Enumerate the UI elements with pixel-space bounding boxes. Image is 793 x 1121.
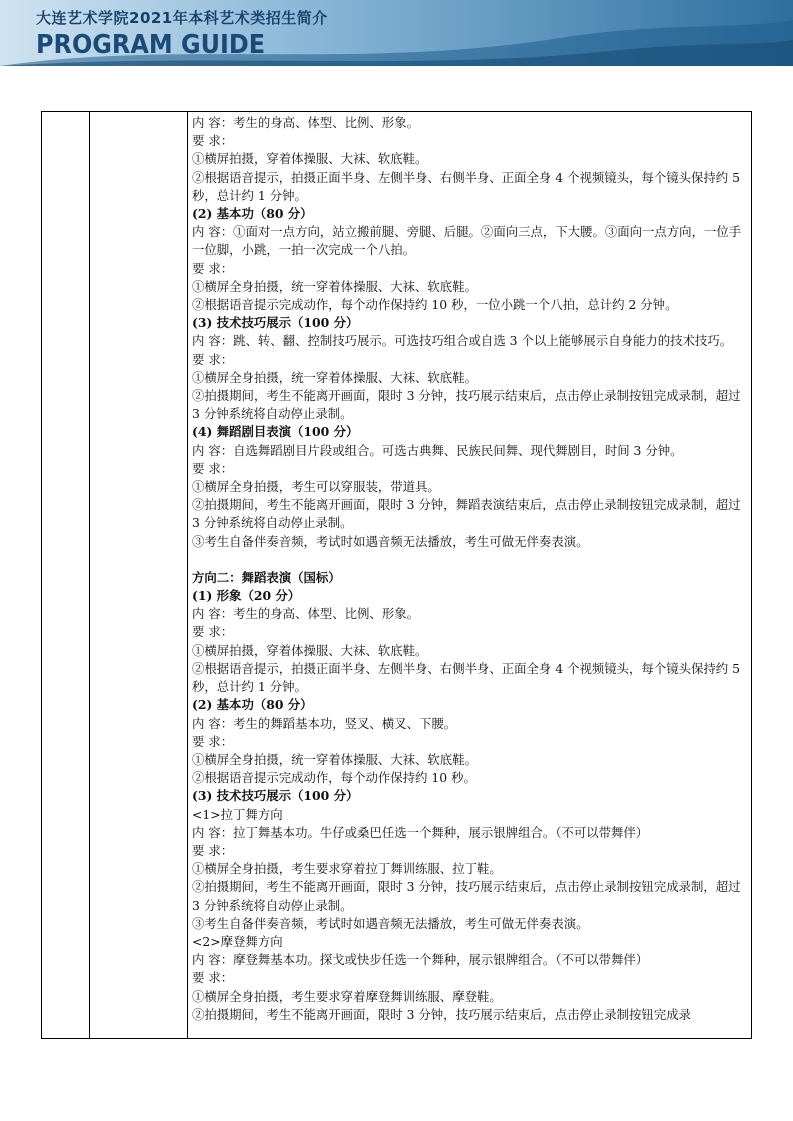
text-line: 内 容：①面对一点方向，站立搬前腿、旁腿、后腿。②面向三点，下大腰。③面向一点方向，一位手一位脚，小跳，一拍一次完成一个八拍。 xyxy=(192,224,742,258)
text-line: ①横屏全身拍摄，考生要求穿着摩登舞训练服、摩登鞋。 xyxy=(192,988,502,1004)
text-line: 要 求： xyxy=(192,624,234,640)
text-line: 内 容：考生的舞蹈基本功，竖叉、横叉、下腰。 xyxy=(192,715,457,731)
text-line: 内 容：摩登舞基本功。探戈或快步任选一个舞种，展示银牌组合。（不可以带舞伴） xyxy=(192,952,649,968)
blank-line xyxy=(192,551,747,569)
table-cell-content xyxy=(188,112,752,1039)
section-heading: (3) 技术技巧展示（100 分） xyxy=(192,788,359,804)
text-line: ③考生自备伴奏音频，考试时如遇音频无法播放，考生可做无伴奏表演。 xyxy=(192,915,589,931)
text-line: ②拍摄期间，考生不能离开画面，限时 3 分钟，技巧展示结束后，点击停止录制按钮完成录制，超过 3 分钟系统将自动停止录制。 xyxy=(192,388,741,422)
section-heading: (2) 基本功（80 分） xyxy=(192,206,313,222)
text-line: 内 容：自选舞蹈剧目片段或组合。可选古典舞、民族民间舞、现代舞剧目，时间 3 分钟。 xyxy=(192,442,683,458)
text-line: ②根据语音提示完成动作，每个动作保持约 10 秒。 xyxy=(192,770,476,786)
text-line: ①横屏全身拍摄，统一穿着体操服、大袜、软底鞋。 xyxy=(192,751,477,767)
text-line: ②根据语音提示，拍摄正面半身、左侧半身、右侧半身、正面全身 4 个视频镜头，每个镜头保持约 5 秒，总计约 1 分钟。 xyxy=(192,169,740,203)
text-line: <2>摩登舞方向 xyxy=(192,933,283,949)
table-cell-category xyxy=(42,112,90,1039)
text-line: 要 求： xyxy=(192,733,234,749)
section-heading: (2) 基本功（80 分） xyxy=(192,697,313,713)
section-heading: 方向二：舞蹈表演（国标） xyxy=(192,569,341,585)
text-line: ②拍摄期间，考生不能离开画面，限时 3 分钟，技巧展示结束后，点击停止录制按钮完成录 xyxy=(192,1006,691,1022)
text-line: ③考生自备伴奏音频，考试时如遇音频无法播放，考生可做无伴奏表演。 xyxy=(192,533,589,549)
table-cell-major xyxy=(90,112,188,1039)
text-line: 要 求： xyxy=(192,351,234,367)
text-line: 内 容：考生的身高、体型、比例、形象。 xyxy=(192,606,419,622)
text-line: 内 容：跳、转、翻、控制技巧展示。可选技巧组合或自选 3 个以上能够展示自身能力的技术技巧。 xyxy=(192,333,733,349)
header-title: 大连艺术学院2021年本科艺术类招生简介 xyxy=(36,9,328,27)
text-line: 内 容：考生的身高、体型、比例、形象。 xyxy=(192,115,419,130)
text-line: ②根据语音提示完成动作，每个动作保持约 10 秒，一位小跳一个八拍，总计约 2 分钟。 xyxy=(192,297,678,313)
text-line: ①横屏全身拍摄，考生可以穿服装，带道具。 xyxy=(192,479,440,495)
text-line: ①横屏拍摄，穿着体操服、大袜、软底鞋。 xyxy=(192,151,428,167)
text-line: ②拍摄期间，考生不能离开画面，限时 3 分钟，舞蹈表演结束后，点击停止录制按钮完成录制，超过 3 分钟系统将自动停止录制。 xyxy=(192,497,741,531)
text-line: <1>拉丁舞方向 xyxy=(192,806,283,822)
section-heading: (4) 舞蹈剧目表演（100 分） xyxy=(192,424,359,440)
text-line: ①横屏全身拍摄，统一穿着体操服、大袜、软底鞋。 xyxy=(192,278,477,294)
text-line: 内 容：拉丁舞基本功。牛仔或桑巴任选一个舞种，展示银牌组合。（不可以带舞伴） xyxy=(192,824,649,840)
text-line: ①横屏拍摄，穿着体操服、大袜、软底鞋。 xyxy=(192,642,428,658)
text-line: 要 求： xyxy=(192,970,234,986)
section-heading: (1) 形象（20 分） xyxy=(192,588,301,604)
text-line: ①横屏全身拍摄，统一穿着体操服、大袜、软底鞋。 xyxy=(192,369,477,385)
text-line: ②根据语音提示，拍摄正面半身、左侧半身、右侧半身、正面全身 4 个视频镜头，每个镜头保持约 5 秒，总计约 1 分钟。 xyxy=(192,660,740,695)
section-heading: (3) 技术技巧展示（100 分） xyxy=(192,315,359,331)
exam-requirements-text xyxy=(188,112,751,1024)
text-line: ②拍摄期间，考生不能离开画面，限时 3 分钟，技巧展示结束后，点击停止录制按钮完成录制，超过 3 分钟系统将自动停止录制。 xyxy=(192,879,741,913)
header-subtitle: PROGRAM GUIDE xyxy=(36,30,266,60)
text-line: 要 求： xyxy=(192,260,234,276)
text-line: 要 求： xyxy=(192,460,234,476)
text-line: 要 求： xyxy=(192,842,234,858)
text-line: ①横屏全身拍摄，考生要求穿着拉丁舞训练服、拉丁鞋。 xyxy=(192,861,502,877)
text-line: 要 求： xyxy=(192,133,234,149)
content-table xyxy=(41,111,752,1039)
header-banner xyxy=(0,0,793,66)
